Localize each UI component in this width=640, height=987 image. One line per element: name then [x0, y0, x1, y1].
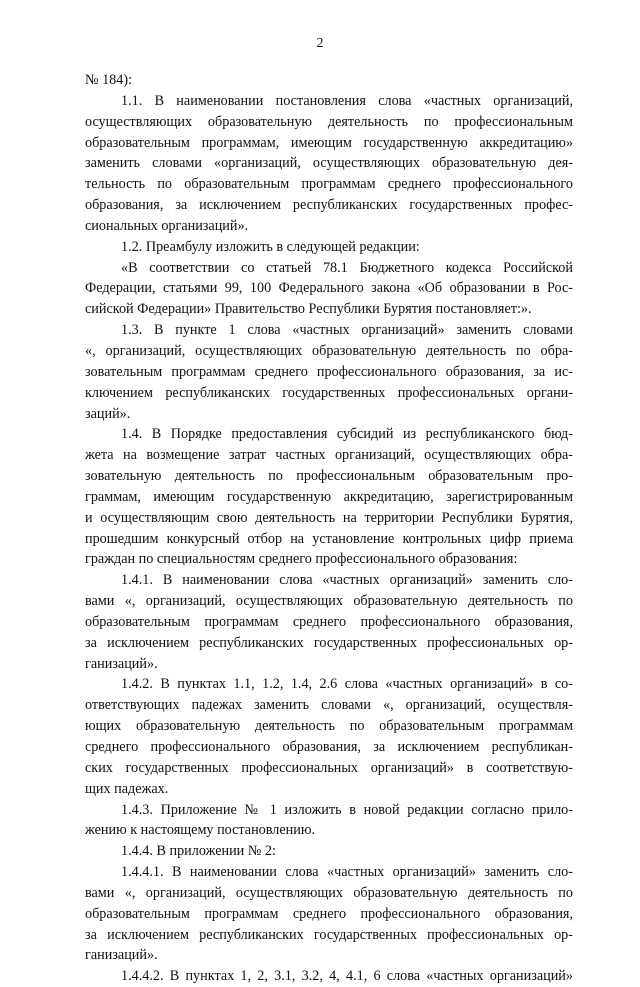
text-line: заций».: [85, 405, 131, 422]
text-line: зовательным программам среднего профессионального образования, за ис-: [85, 363, 573, 380]
text-line: Федерации, статьями 99, 100 Федерального закона «Об образовании в Рос-: [85, 280, 573, 297]
text-line: 1.2. Преамбулу изложить в следующей редакции:: [121, 238, 420, 255]
text-line: ключением республиканских государственных профессиональных органи-: [85, 384, 573, 401]
text-line: вами «, организаций, осуществляющих образовательную деятельность по: [85, 884, 573, 901]
text-line: тельность по образовательным программам среднего профессионального: [85, 176, 573, 193]
text-line: щих падежах.: [85, 780, 169, 797]
text-line: ских государственных профессиональных организаций» в соответствую-: [85, 759, 573, 776]
text-line: 1.4.2. В пунктах 1.1, 1.2, 1.4, 2.6 слова «частных организаций» в со-: [121, 676, 573, 693]
text-line: образовательным программам среднего профессионального образования,: [85, 905, 573, 922]
page-number: 2: [316, 36, 324, 51]
text-line: 1.4.4.2. В пунктах 1, 2, 3.1, 3.2, 4, 4.1, 6 слова «частных организаций»: [121, 968, 573, 985]
text-line: среднего профессионального образования, за исключением республикан-: [85, 739, 573, 755]
text-line: осуществляющих образовательную деятельность по профессиональным: [85, 113, 573, 130]
text-line: 1.4.4.1. В наименовании слова «частных организаций» заменить сло-: [121, 864, 573, 881]
text-line: ющих образовательную деятельность по образовательным программам: [85, 718, 573, 735]
text-line: граммам, имеющим государственную аккредитацию, зарегистрированным: [85, 488, 573, 505]
text-line: 1.4.1. В наименовании слова «частных организаций» заменить сло-: [121, 572, 573, 589]
text-line: прошедшим конкурсный отбор на установление контрольных цифр приема: [85, 530, 573, 547]
text-line: «, организаций, осуществляющих образовательную деятельность по обра-: [85, 342, 573, 359]
text-line: граждан по специальностям среднего профессионального образования:: [85, 551, 518, 568]
text-line: 1.3. В пункте 1 слова «частных организаций» заменить словами: [121, 322, 573, 339]
text-line: ганизаций».: [85, 947, 158, 964]
text-line: жению к настоящему постановлению.: [85, 822, 315, 839]
document-body: [85, 70, 573, 987]
text-line: 1.4. В Порядке предоставления субсидий из республиканского бюд-: [121, 426, 573, 443]
text-line: заменить словами «организаций, осуществляющих образовательную дея-: [85, 155, 573, 172]
text-line: 1.4.3. Приложение № 1 изложить в новой редакции согласно прило-: [121, 801, 573, 818]
text-line: зовательную деятельность по профессиональным образовательным про-: [85, 468, 573, 485]
text-line: за исключением республиканских государственных профессиональных ор-: [85, 926, 573, 943]
text-line: вами «, организаций, осуществляющих образовательную деятельность по: [85, 593, 573, 610]
text-line: образования, за исключением республиканских государственных профес-: [85, 197, 573, 214]
text-line: 1.1. В наименовании постановления слова «частных организаций,: [121, 92, 573, 109]
text-line: образовательным программам среднего профессионального образования,: [85, 613, 573, 630]
text-line: и осуществляющим свою деятельность на территории Республики Бурятия,: [85, 509, 573, 526]
text-line: за исключением республиканских государственных профессиональных ор-: [85, 634, 573, 651]
text-line: ответствующих падежах заменить словами «, организаций, осуществля-: [85, 697, 573, 714]
text-line: жета на возмещение затрат частных организаций, осуществляющих обра-: [85, 447, 573, 464]
text-line: образовательным программам, имеющим государственную аккредитацию»: [85, 134, 573, 151]
text-line: 1.4.4. В приложении № 2:: [121, 843, 276, 860]
text-line: ганизаций».: [85, 655, 158, 672]
text-line: «В соответствии со статьей 78.1 Бюджетного кодекса Российской: [121, 259, 573, 276]
text-line: сиональных организаций».: [85, 217, 249, 234]
text-line: № 184):: [85, 72, 133, 88]
text-line: сийской Федерации» Правительство Республики Бурятия постановляет:».: [85, 301, 532, 318]
